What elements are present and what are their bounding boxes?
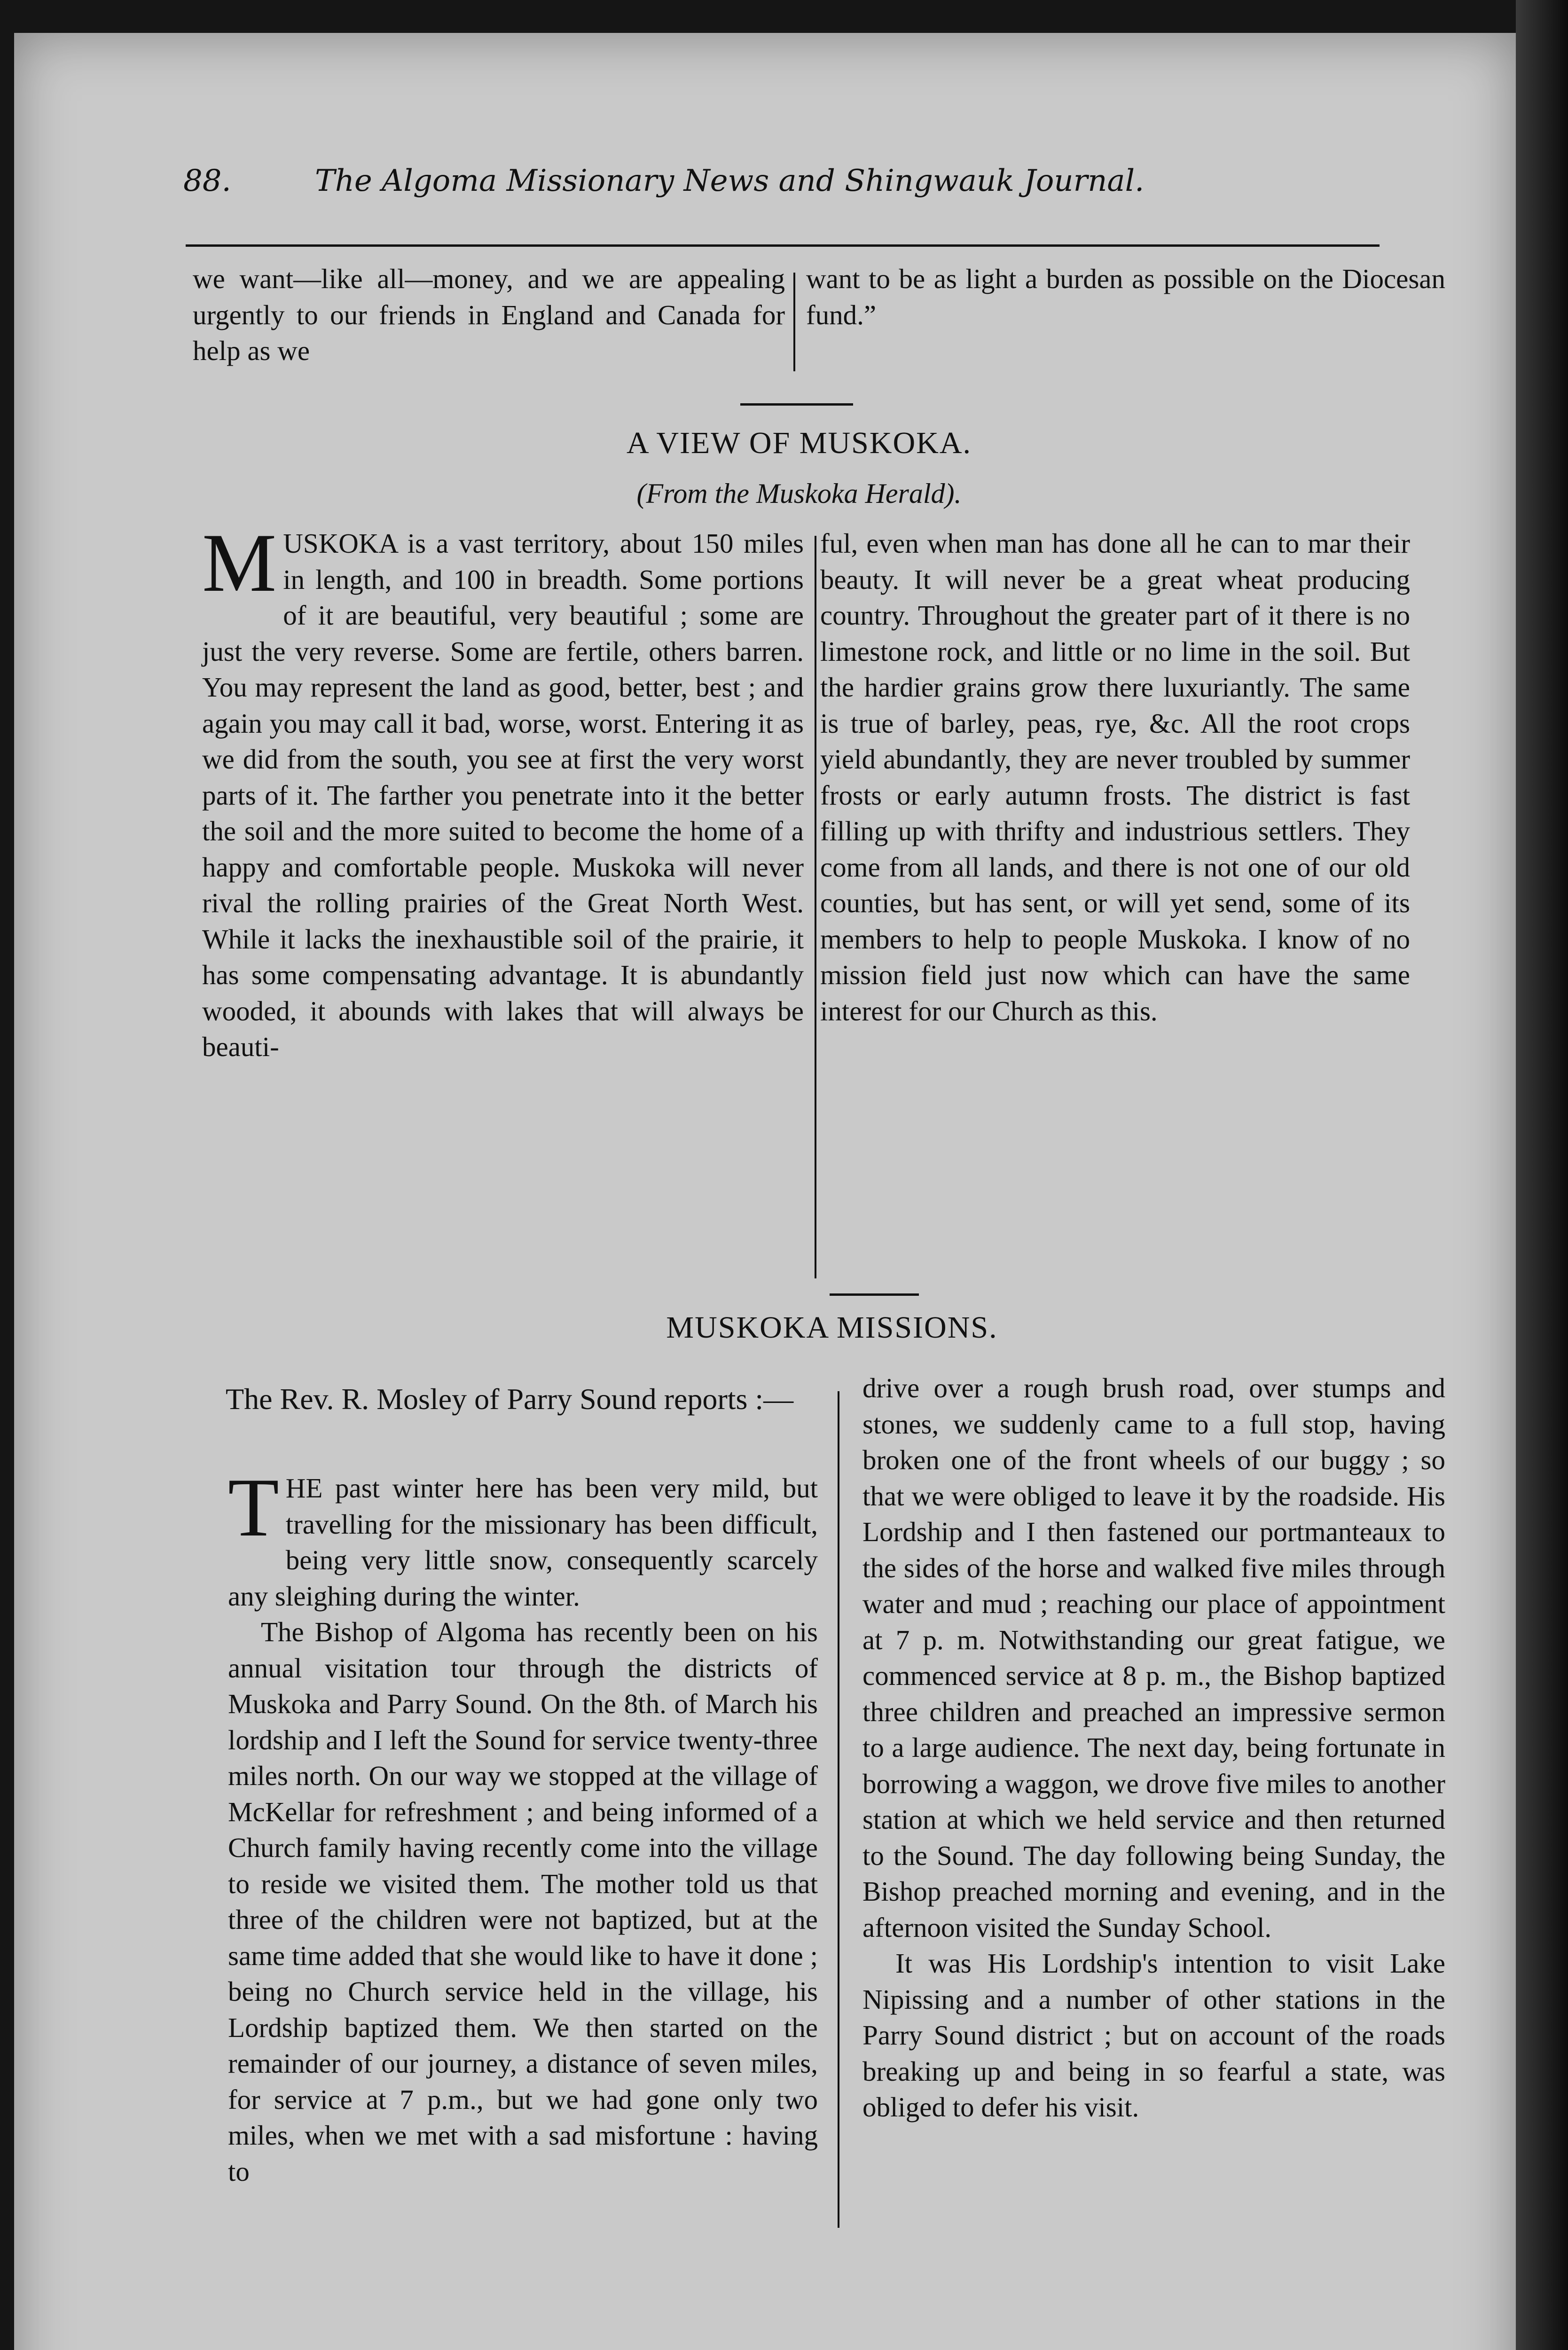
dropcap-m: M (202, 516, 277, 609)
missions-column-divider (838, 1391, 839, 2228)
missions-article-title: MUSKOKA MISSIONS. (666, 1310, 998, 1345)
missions-byline: The Rev. R. Mosley of Parry Sound reports :— (226, 1382, 794, 1416)
view-article-credit: (From the Muskoka Herald). (636, 478, 962, 509)
dropcap-t: T (228, 1461, 279, 1554)
view-right-text: ful, even when man has done all he can to mar their beauty. It will never be a great wheat producing country. Throughout the greater part of it there is no limestone rock, and little or no lime in the soil. But the hardier grains grow there luxuriantly. The same is true of barley, peas, rye, &c. All the root crops yield abundantly, they are never troubled by summer frosts or early autumn frosts. The district is fast filling up with thrifty and industrious settlers. They come from all lands, and there is not one of our old counties, but has sent, or will yet send, some of its members to help to people Muskoka. I know of no mission field just now which can have the same interest for our Church as this. (820, 528, 1410, 1026)
section-rule-missions (830, 1293, 919, 1296)
page-number: 88. (183, 164, 231, 198)
view-left-text (202, 516, 804, 1065)
intro-left-text: we want—like all—money, and we are appealing urgently to our friends in England and Canada for help as we (193, 263, 785, 366)
running-header (183, 155, 1368, 207)
view-left-body: USKOKA is a vast territory, about 150 miles in length, and 100 in breadth. Some portions of it are beautiful, very beautiful ; some are just the very reverse. Some are fertile, others barren. You may represent the land as good, better, best ; and again you may call it bad, worse, worst. Entering it as we did from the south, you see at first the very worst parts of it. The farther you penetrate into it the better the soil and the more suited to become the home of a happy and comfortable people. Muskoka will never rival the rolling prairies of the Great North West. While it lacks the inexhaustible soil of the prairie, it has some compensating advantage. It is abundantly wooded, it abounds with lakes that will always be beauti- (202, 528, 804, 1062)
header-rule (186, 244, 1380, 247)
view-column-divider (815, 536, 816, 1278)
book-spine (1516, 0, 1568, 2350)
missions-right-p1: drive over a rough brush road, over stumps and stones, we suddenly came to a full stop, having broken one of the front wheels of our buggy ; so that we were obliged to leave it by the roadside. His Lordship and I then fastened our portmanteaux to the sides of the horse and walked five miles through water and mud ; reaching our place of appointment at 7 p. m. Notwithstanding our great fatigue, we commenced service at 8 p. m., the Bishop baptized three children and preached an impressive sermon to a large audience. The next day, being fortunate in borrowing a waggon, we drove five miles to another station at which we held service and then returned to the Sound. The day following being Sunday, the Bishop preached morning and evening, and in the afternoon visited the Sunday School. (862, 1372, 1445, 1943)
view-left-column (202, 516, 804, 1065)
intro-left-column (193, 261, 785, 369)
missions-left-p1 (228, 1461, 818, 1614)
intro-right-text: want to be as light a burden as possible on the Diocesan fund.” (806, 263, 1445, 330)
intro-column-divider (793, 273, 795, 371)
view-article-title: A VIEW OF MUSKOKA. (627, 426, 972, 460)
missions-right-p2: It was His Lordship's intention to visit Lake Nipissing and a number of other stations in the Parry Sound district ; but on account of the roads breaking up and being in so fearful a state, was obliged to defer his visit. (862, 1948, 1445, 2123)
missions-right-column (862, 1370, 1445, 2125)
journal-title: The Algoma Missionary News and Shingwauk Journal. (315, 164, 1145, 198)
intro-right-column (806, 261, 1445, 333)
missions-left-column (228, 1461, 818, 2189)
section-rule-view (740, 403, 853, 406)
view-right-column (820, 525, 1410, 1029)
missions-left-p1-body: HE past winter here has been very mild, but travelling for the missionary has been difficult, being very little snow, consequently scarcely any sleighing during the winter. (228, 1473, 818, 1612)
missions-left-p2: The Bishop of Algoma has recently been on his annual visitation tour through the districts of Muskoka and Parry Sound. On the 8th. of March his lordship and I left the Sound for service twenty-three miles north. On our way we stopped at the village of McKellar for refreshment ; and being informed of a Church family having recently come into the village to reside we visited them. The mother told us that three of the children were not baptized, but at the same time added that she would like to have it done ; being no Church service held in the village, his Lordship baptized them. We then started on the remainder of our journey, a distance of seven miles, for service at 7 p.m., but we had gone only two miles, when we met with a sad misfortune : having to (228, 1616, 818, 2187)
